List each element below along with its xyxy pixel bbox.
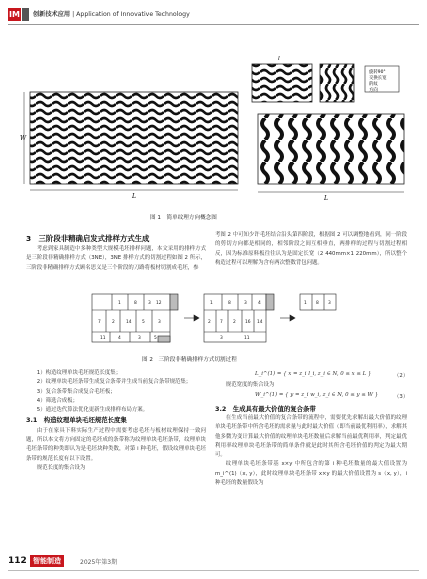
- figure-1-diagram: [20, 52, 416, 212]
- step-item-1: 1）构造纹理单块毛坯规范长度集；: [36, 370, 122, 376]
- step-item-5: 5）通过迭代算法优化更新生成排样布局方案。: [36, 407, 149, 414]
- figure-1-label-l: l: [278, 56, 280, 62]
- subsection-3-1-heading: 3.1 构造纹理单块毛坯规范长度集: [26, 416, 127, 425]
- figure-2-b-num-2: 8: [228, 301, 231, 306]
- figure-2-c-num-3: 3: [328, 301, 331, 306]
- issue-label: 2025年第3期: [80, 559, 118, 566]
- figure-2-a-num-12: 3: [138, 336, 141, 341]
- figure-2-a-num-4: 12: [156, 301, 162, 306]
- figure-1-caption: 图 1 简单纹理方向概念图: [150, 215, 217, 221]
- figure-2-b-num-3: 3: [244, 301, 247, 306]
- step-item-2: 2）纹理单块毛坯条带生成复合条带并生成当前复合条带规范集；: [36, 379, 192, 386]
- subsection-3-1-paragraph-2: 规范长度的集合设为: [36, 464, 86, 471]
- subsection-3-2-text: [215, 414, 407, 488]
- figure-2-b-num-5: 2: [208, 320, 211, 325]
- figure-2-b-num-11: 11: [244, 336, 250, 341]
- step-item-4: 4）筛选合成板；: [36, 397, 78, 404]
- figure-1-label-L: L: [132, 193, 136, 200]
- subsection-3-2-heading: 3.2 生成具有最大价值的复合条带: [215, 405, 316, 413]
- figure-2-c-num-2: 8: [316, 301, 319, 306]
- figure-1-note-line-2: 交换长宽: [369, 76, 387, 81]
- figure-2-b-num-8: 16: [245, 320, 251, 325]
- figure-2-b-num-6: 7: [220, 320, 223, 325]
- header-section-zh: 创新技术应用: [33, 11, 71, 18]
- header-tag: IM: [9, 10, 20, 19]
- figure-2-caption: 图 2 三阶段非精确排样方式切割过程: [142, 357, 237, 363]
- step-item-3: 3）复合条带集合成复合毛坯板；: [36, 388, 116, 395]
- figure-2-a-num-8: 5: [142, 320, 145, 325]
- figure-1-label-L2: L: [324, 195, 328, 202]
- figure-2-a-num-6: 2: [112, 320, 115, 325]
- figure-2-a-num-9: 3: [158, 320, 161, 325]
- figure-2-a-num-13: 5: [154, 336, 157, 341]
- figure-2-a-num-3: 3: [148, 301, 151, 306]
- figure-2-b-num-1: 1: [210, 301, 213, 306]
- header-section: 创新技术应用 | Application of Innovative Technology: [33, 11, 190, 18]
- figure-2-a-num-1: 1: [118, 301, 121, 306]
- magazine-name: 智能制造: [30, 555, 64, 567]
- subsection-3-1-paragraph-1: 由于在家具下料实际生产过程中需要考虑毛坯与板材纹理保持一致问题，所以本文将方向固定的毛坯成的条带称为纹理单块毛坯条带，纹理单块毛坯条带的种类即认为是毛坯块种类数，对第 i 种毛坯，假设纹理单块毛坯条带的规范长度有以下设置。: [26, 427, 206, 462]
- figure-2-a-num-11: 4: [118, 336, 121, 341]
- subsection-3-2-paragraph-2: 纹理单块毛坯条带基 x×y 中所包含的第 i 种毛坯数量的最大值设置为 m_i^(1)（x, y），此时纹理单块毛坯条带 x×y 的最大价值设置为 s（x, y），i 种毛坯的数量假设为: [215, 461, 407, 487]
- figure-2-a-num-10: 11: [100, 336, 106, 341]
- figure-2-c-num-1: 1: [304, 301, 307, 306]
- figure-2-b-num-7: 2: [233, 320, 236, 325]
- header-section-en: Application of Innovative Technology: [76, 11, 190, 18]
- equation-note-text: 规范宽度的集合设为: [225, 382, 275, 388]
- equation-2-number: （2）: [394, 373, 409, 379]
- header-tag-bar: [22, 8, 29, 21]
- figure-1-note-line-1: 旋转90°: [369, 70, 386, 75]
- figure-2-arrow-2: [280, 315, 295, 321]
- figure-1-plate: [30, 92, 238, 184]
- section-3-heading: 3 三阶段非精确启发式排样方式生成: [26, 234, 150, 243]
- subsection-3-2-paragraph-1: 在生成当前最大价值的复合条带的流程中，需要优先求解出最大价值的纹理单块毛坯条带中所含毛坯的需求量与此时最大价值（即当前最优利用率），求解其他多微为变计算最大价值的纹理单块毛坯数量后求解当前最优利用率，判定最优利用率纹理单块毛坯条带的简单条件就是此时其所含毛坯价值的判定为最大期可。: [215, 415, 407, 459]
- section-3-right-paragraph: 考图 2 中可知少许毛坯结合沿头第四阶段，根据图 2 可以调整地看到，同一阶段的剪切方向都是相同的，相邻阶段之间互相垂直，两排样的过程与切割过程相反，因为标准原料板往往认为是固定长宽（2 440mm×1 220mm），所以整个构造过程可以理解为含有两次整数背包问题。: [215, 232, 407, 266]
- figure-2-a-num-2: 8: [134, 301, 137, 306]
- figure-2-diagram: [90, 288, 340, 350]
- section-3-left-paragraph: 考虑到家具制造中多种类型大规模毛坯排样问题，本文采用的排样方式是三阶段非精确排样方式（3NE），3NE 排样方式的切割过程如图 2 所示，三阶段非精确排样方式顾名思义是三个阶段的刀路将板材切割成毛坯，参: [26, 246, 206, 271]
- section-3-right-text: [215, 231, 407, 268]
- header-divider: [8, 24, 419, 25]
- figure-2-a-num-5: 7: [98, 320, 101, 325]
- figure-2-b-num-9: 14: [257, 320, 263, 325]
- figure-1-note-line-4: 方向: [369, 88, 378, 93]
- equation-3-number: （3）: [394, 394, 409, 400]
- equation-note: [215, 381, 407, 390]
- figure-2-plate-b: [204, 294, 274, 342]
- figure-1-label-W: W: [20, 135, 27, 142]
- figure-2-a-num-7: 14: [126, 320, 132, 325]
- figure-1-note-line-3: 的纹: [369, 82, 378, 87]
- figure-2-b-num-4: 4: [258, 301, 261, 306]
- equation-3: W_i^(1) = { y = z_i w_i, z_i ∈ N, 0 ≤ y ≤ W }: [255, 392, 379, 398]
- page-number: 112: [8, 556, 27, 566]
- figure-1-rotated-plate: [258, 114, 404, 184]
- figure-2-arrow-1: [184, 315, 199, 321]
- left-column-lower: [26, 369, 206, 473]
- figure-1-piece-horizontal: [252, 64, 312, 102]
- figure-1-piece-vertical: [320, 64, 354, 102]
- footer-divider: [8, 570, 419, 571]
- figure-2-b-num-10: 3: [220, 336, 223, 341]
- equation-2: L_i^(1) = { x = z_i l_i, z_i ∈ N, 0 ≤ x ≤ L }: [255, 371, 372, 377]
- section-3-left-text: [26, 245, 206, 273]
